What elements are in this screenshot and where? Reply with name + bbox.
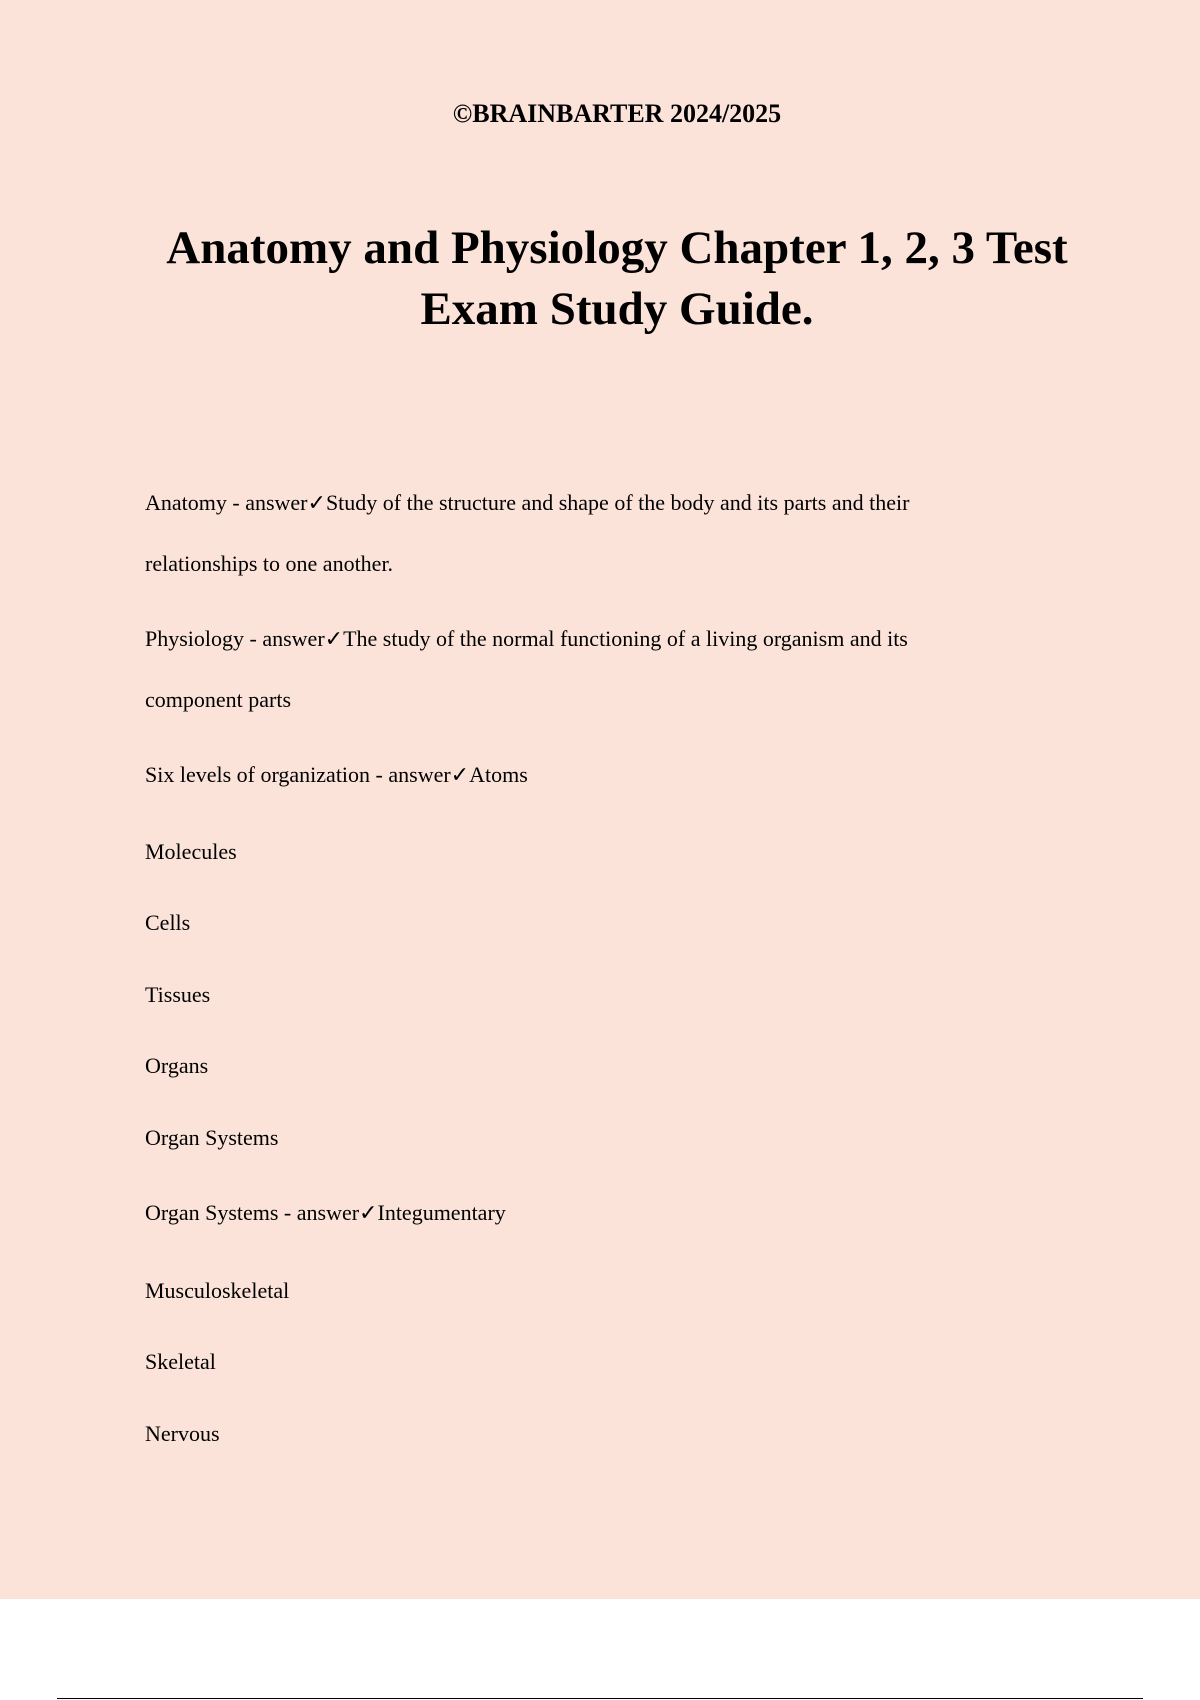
physiology-definition-line-2: component parts (145, 687, 292, 712)
title-line-1: Anatomy and Physiology Chapter 1, 2, 3 Test (166, 222, 1068, 274)
anatomy-definition-line-1: Anatomy - answer✓Study of the structure and shape of the body and its parts and their (145, 490, 910, 515)
footer-divider (57, 1698, 1143, 1699)
list-item: Organs (145, 1053, 209, 1078)
list-item: Cells (145, 910, 191, 935)
list-item: Nervous (145, 1421, 220, 1446)
list-item: Musculoskeletal (145, 1278, 290, 1303)
document-title (0, 218, 1200, 340)
list-item: Skeletal (145, 1349, 216, 1374)
anatomy-definition-line-2: relationships to one another. (145, 551, 394, 576)
organization-levels-entry: Six levels of organization - answer✓Atoms (145, 762, 528, 787)
list-item: Organ Systems (145, 1125, 279, 1150)
list-item: Tissues (145, 982, 211, 1007)
organ-systems-entry: Organ Systems - answer✓Integumentary (145, 1200, 506, 1225)
physiology-definition-line-1: Physiology - answer✓The study of the normal functioning of a living organism and its (145, 626, 908, 651)
list-item: Molecules (145, 839, 237, 864)
title-line-2: Exam Study Guide. (420, 283, 814, 335)
copyright-header: ©BRAINBARTER 2024/2025 (452, 99, 782, 128)
